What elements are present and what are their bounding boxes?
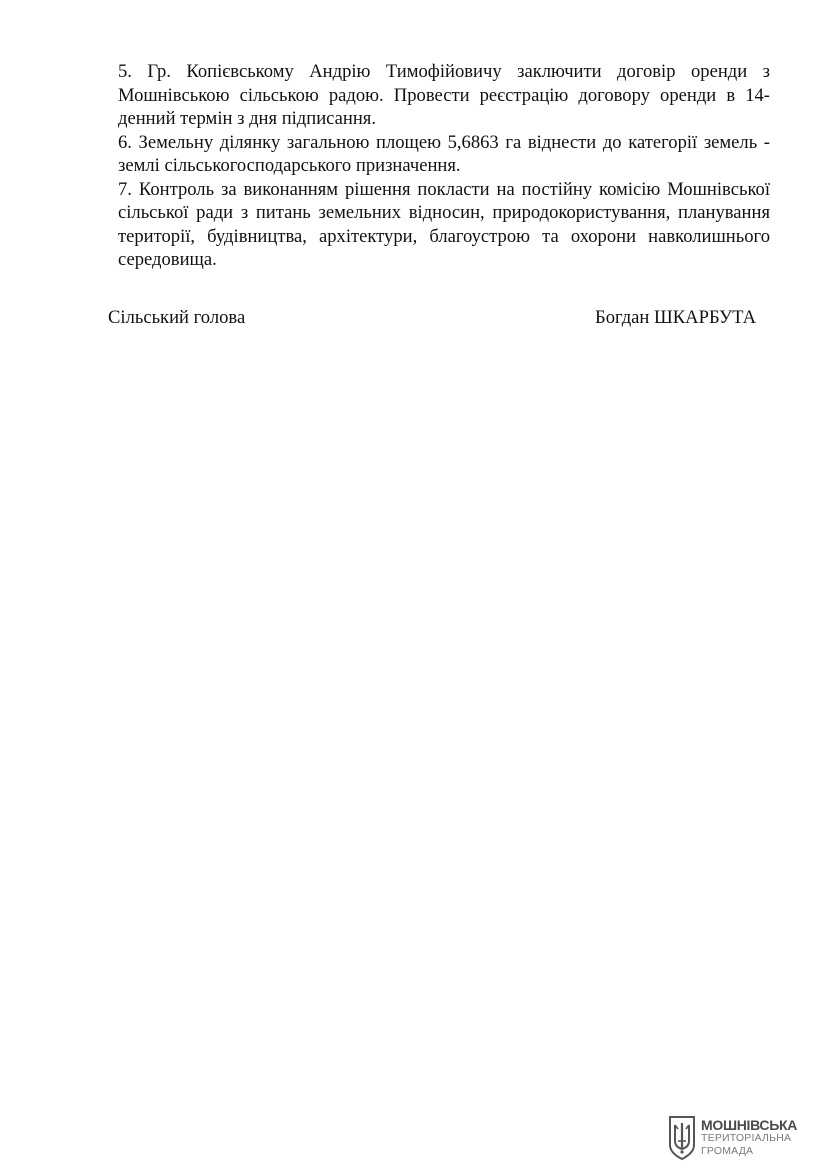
decision-body bbox=[118, 60, 770, 272]
paragraph-5: 5. Гр. Копієвському Андрію Тимофійовичу заключити договір оренди з Мошнівською сільською радою. Провести реєстрацію договору оренди в 14-денний термін з дня підписання. bbox=[118, 61, 770, 129]
logo-subtitle-1: ТЕРИТОРІАЛЬНА bbox=[701, 1131, 792, 1144]
signatory-position: Сільський голова bbox=[108, 307, 246, 328]
paragraph-7: 7. Контроль за виконанням рішення покласти на постійну комісію Мошнівської сільської ради з питань земельних відносин, природокористування, планування території, будівництва, архітектури, благоустрою та охорони навколишнього середовища. bbox=[118, 178, 770, 270]
logo-subtitle-2: ГРОМАДА bbox=[701, 1144, 754, 1157]
paragraph-6: 6. Земельну ділянку загальною площею 5,6863 га віднести до категорії земель - землі сільськогосподарського призначення. bbox=[118, 131, 770, 176]
signatory-name: Богдан ШКАРБУТА bbox=[595, 307, 756, 328]
signature-block bbox=[108, 306, 756, 330]
trident-icon bbox=[667, 1115, 697, 1161]
logo-text bbox=[701, 1116, 798, 1158]
community-logo bbox=[667, 1115, 817, 1161]
logo-title: МОШНІВСЬКА bbox=[701, 1116, 798, 1133]
